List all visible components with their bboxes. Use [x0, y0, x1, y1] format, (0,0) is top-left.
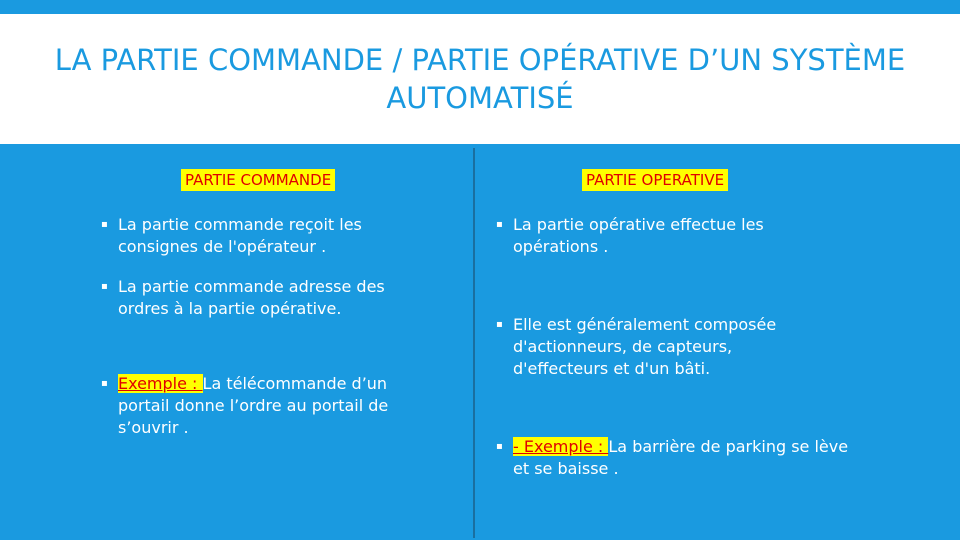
- column-divider: [473, 148, 475, 538]
- example-label: - Exemple :: [513, 437, 609, 456]
- right-column-heading: PARTIE OPERATIVE: [582, 169, 728, 191]
- top-accent-band: [0, 0, 960, 14]
- bullet-text: La partie commande adresse des ordres à la partie opérative.: [118, 277, 385, 318]
- slide-title: LA PARTIE COMMANDE / PARTIE OPÉRATIVE D’UN SYSTÈME AUTOMATISÉ: [54, 43, 906, 115]
- example-text: La télécommande d’un portail donne l’ordre au portail de s’ouvrir .: [118, 374, 389, 437]
- example-text: La barrière de parking se lève et se baisse .: [513, 437, 849, 478]
- right-bullet-2: [496, 314, 826, 380]
- left-column-heading: PARTIE COMMANDE: [181, 169, 335, 191]
- content-panel: [0, 144, 960, 540]
- bullet-square-icon: ▪: [496, 219, 503, 230]
- right-bullet-3-example: [496, 436, 866, 480]
- example-label: Exemple :: [118, 374, 203, 393]
- bullet-square-icon: ▪: [496, 319, 503, 330]
- bullet-text: La partie commande reçoit les consignes de l'opérateur .: [118, 215, 362, 256]
- title-area: [0, 14, 960, 144]
- bullet-text: Elle est généralement composée d'actionneurs, de capteurs, d'effecteurs et d'un bâti.: [513, 315, 777, 378]
- bullet-text: [101, 373, 431, 439]
- left-bullet-2: [101, 276, 431, 320]
- bullet-text: [496, 436, 866, 480]
- bullet-square-icon: ▪: [101, 378, 108, 389]
- bullet-square-icon: ▪: [496, 441, 503, 452]
- bullet-text: La partie opérative effectue les opérations .: [513, 215, 764, 256]
- left-bullet-1: [101, 214, 431, 258]
- right-bullet-1: [496, 214, 826, 258]
- left-bullet-3-example: [101, 373, 431, 439]
- bullet-square-icon: ▪: [101, 219, 108, 230]
- bullet-square-icon: ▪: [101, 281, 108, 292]
